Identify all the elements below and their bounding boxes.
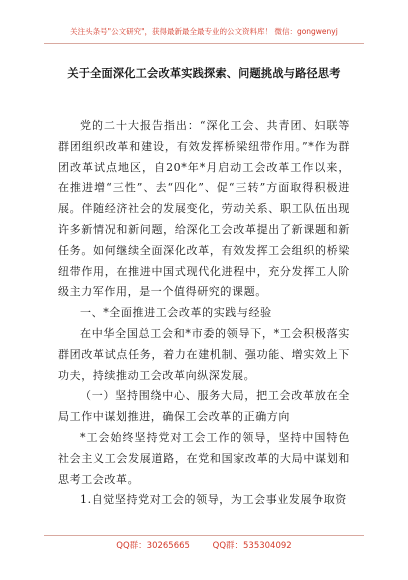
section-heading-1: 一、*全面推进工会改革的实践与经验 <box>80 306 272 320</box>
page-footer <box>44 535 364 556</box>
subsection-heading-1: （一）坚持围绕中心、服务大局，把工会改革放在全局工作中谋划推进，确保工会改革的正确方向 <box>58 389 350 424</box>
footer-qq-group-2: QQ群：535304092 <box>212 541 292 551</box>
page-header-banner: 关注头条号"公文研究"，获得最新最全最专业的公文资料库！ 微信：gongwenyj <box>44 21 364 44</box>
paragraph-intro: 党的二十大报告指出：“深化工会、共青团、妇联等群团组织改革和建设，有效发挥桥梁纽带作用。”*作为群团改革试点地区，自20*年*月启动工会改革工作以来，在推进增“三性”、去“四化”、促“三转”方面取得积极进展。伴随经济社会的发展变化，劳动关系、职工队伍出现许多新情况和新问题，给深化工会改革提出了新课题和新任务。如何继续全面深化改革，有效发挥工会组织的桥梁纽带作用，在推进中国式现代化进程中，充分发挥工人阶级主力军作用，是一个值得研究的课题。 <box>58 119 350 299</box>
paragraph-section-1: 在中华全国总工会和*市委的领导下，*工会积极落实群团改革试点任务，着力在建机制、强功能、增实效上下功夫，持续推动工会改革向纵深发展。 <box>58 326 350 382</box>
paragraph-subsection-1: *工会始终坚持党对工会工作的领导，坚持中国特色社会主义工会发展道路，在党和国家改革的大局中谋划和思考工会改革。 <box>58 430 350 486</box>
document-title: 关于全面深化工会改革实践探索、问题挑战与路径思考 <box>67 67 341 80</box>
footer-qq-group-1: QQ群：30265665 <box>116 541 190 551</box>
document-body <box>58 116 350 511</box>
paragraph-point-1: 1.自觉坚持党对工会的领导，为工会事业发展争取资 <box>80 493 347 507</box>
